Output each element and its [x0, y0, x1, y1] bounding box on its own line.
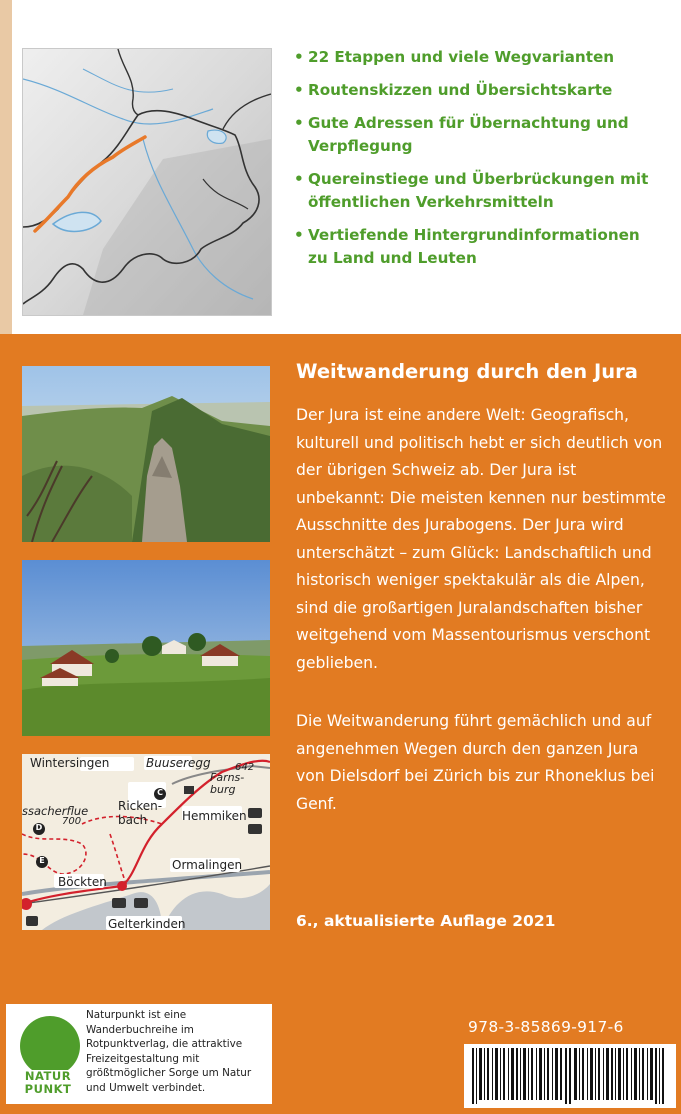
bullet: •: [294, 114, 304, 132]
bullet: •: [294, 48, 304, 66]
spine-edge: [0, 0, 12, 334]
map-label-boeckten: Böckten: [58, 875, 107, 889]
series-description: Naturpunkt ist eine Wanderbuchreihe im Rotpunktverlag, die attraktive Freizeitgestaltung mit größtmöglicher Sorge um Natur und Umwelt verbindet.: [86, 1009, 252, 1094]
map-marker-d: D: [35, 823, 43, 832]
stage-route-map: [22, 754, 270, 930]
map-label-700: 700: [62, 816, 82, 827]
feature-item: • Vertiefende Hintergrundinformationen zu Land und Leuten: [294, 226, 640, 267]
bullet: •: [294, 226, 304, 244]
route-paragraph: Die Weitwanderung führt gemächlich und auf angenehmen Wegen durch den ganzen Jura von Dielsdorf bei Zürich bis zur Rhoneklus bei Genf.: [296, 712, 655, 813]
map-label-642: 642: [235, 762, 255, 773]
edition-note: 6., aktualisierte Auflage 2021: [296, 912, 556, 930]
bullet: •: [294, 170, 304, 188]
feature-list: [294, 46, 654, 280]
map-label-sacherflue: ssacherflue: [22, 804, 89, 818]
feature-item: • Routenskizzen und Übersichtskarte: [294, 79, 654, 102]
map-label-hemmiken: Hemmiken: [182, 809, 247, 823]
map-label-farnsburg: Farns- burg: [210, 771, 245, 796]
logo-line-1: NATUR: [24, 1069, 72, 1083]
jura-pasture-photo: [22, 560, 270, 736]
map-label-gelterkinden: Gelterkinden: [108, 917, 186, 931]
map-label-rickenbach: Ricken- bach: [118, 799, 163, 827]
map-label-ormalingen: Ormalingen: [172, 858, 243, 872]
map-marker-c: C: [157, 788, 163, 797]
map-label-buuseregg: Buuseregg: [146, 756, 211, 770]
logo-text: [16, 1070, 80, 1096]
isbn: 978-3-85869-917-6: [468, 1018, 624, 1036]
barcode: [464, 1044, 676, 1108]
feature-item: • Gute Adressen für Übernachtung und Verpflegung: [294, 114, 629, 155]
bullet: •: [294, 81, 304, 99]
map-marker-e: E: [39, 856, 45, 865]
section-heading: Weitwanderung durch den Jura: [296, 360, 638, 383]
feature-item: • 22 Etappen und viele Wegvarianten: [294, 46, 654, 69]
map-label-wintersingen: Wintersingen: [30, 756, 110, 770]
top-panel: [0, 0, 681, 334]
series-info-box: [6, 1004, 272, 1104]
switzerland-overview-map: [22, 48, 272, 316]
logo-line-2: PUNKT: [24, 1082, 72, 1096]
jura-ridge-photo: [22, 366, 270, 542]
description-paragraph: Der Jura ist eine andere Welt: Geografisch, kulturell und politisch hebt er sich deutlich von der übrigen Schweiz ab. Der Jura ist unbekannt: Die meisten kennen nur bestimmte Ausschnitte des Jurabogens. Der Jura wird unterschätzt – zum Glück: Landschaftlich und historisch weniger spektakulär als die Alpen, sind die großartigen Juralandschaften bisher weitgehend vom Massentourismus verschont geblieben.: [296, 406, 666, 672]
feature-item: • Quereinstiege und Überbrückungen mit öffentlichen Verkehrsmitteln: [294, 170, 649, 211]
